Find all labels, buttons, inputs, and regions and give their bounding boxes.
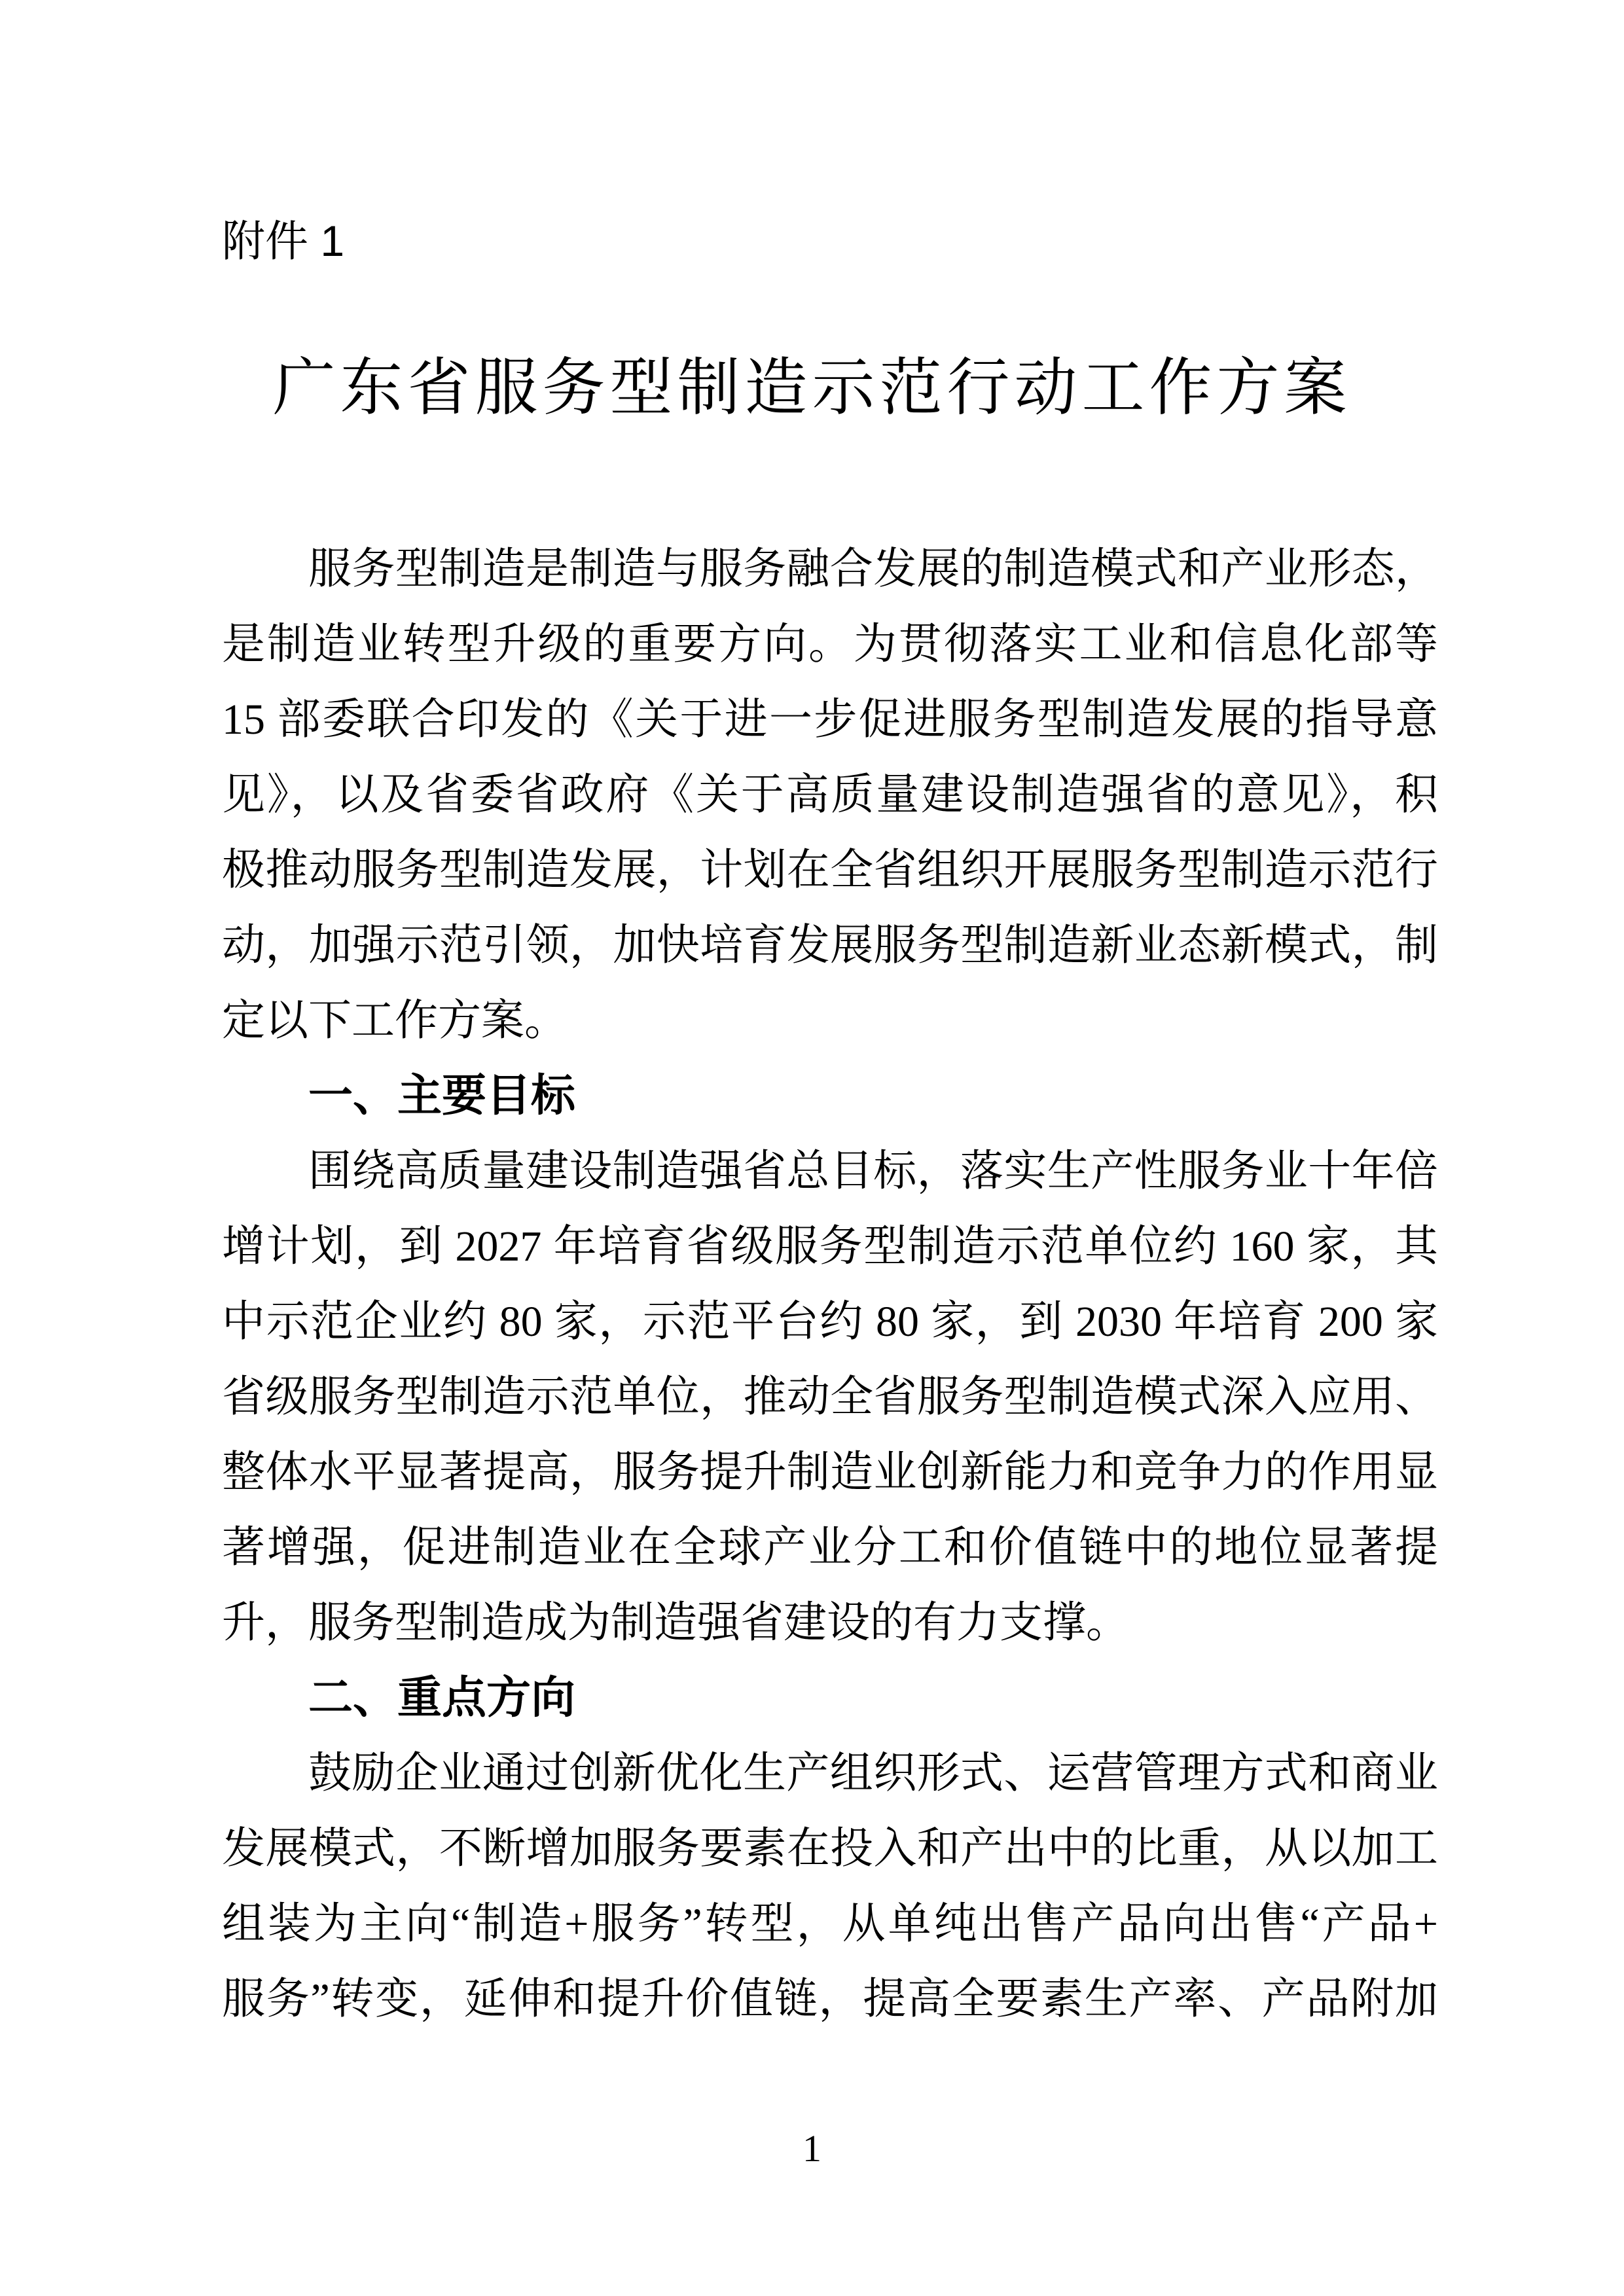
body-line: 著增强，促进制造业在全球产业分工和价值链中的地位显著提	[222, 1524, 1438, 1571]
document-title: 广东省服务型制造示范行动工作方案	[272, 353, 1352, 423]
body-line: 动，加强示范引领，加快培育发展服务型制造新业态新模式，制	[222, 922, 1438, 969]
body-line: 见》，以及省委省政府《关于高质量建设制造强省的意见》，积	[222, 771, 1438, 819]
body-line: 省级服务型制造示范单位，推动全省服务型制造模式深入应用、	[222, 1373, 1438, 1421]
body-line: 发展模式，不断增加服务要素在投入和产出中的比重，从以加工	[222, 1825, 1438, 1873]
body-line: 服务”转变，延伸和提升价值链，提高全要素生产率、产品附加	[222, 1975, 1438, 2023]
body-line: 鼓励企业通过创新优化生产组织形式、运营管理方式和商业	[308, 1749, 1438, 1797]
body-line: 是制造业转型升级的重要方向。为贯彻落实工业和信息化部等	[222, 620, 1438, 668]
body-line: 中示范企业约 80 家，示范平台约 80 家，到 2030 年培育 200 家	[222, 1298, 1438, 1346]
page-number: 1	[803, 2127, 821, 2170]
body-line: 服务型制造是制造与服务融合发展的制造模式和产业形态，	[308, 545, 1438, 593]
section-heading-main-goals: 一、主要目标	[308, 1071, 576, 1121]
attachment-label: 附件 1	[222, 217, 345, 265]
body-line: 增计划，到 2027 年培育省级服务型制造示范单位约 160 家，其	[222, 1223, 1438, 1270]
body-line: 升，服务型制造成为制造强省建设的有力支撑。	[222, 1599, 1129, 1647]
body-line: 组装为主向“制造+服务”转型，从单纯出售产品向出售“产品+	[222, 1900, 1438, 1948]
body-line: 围绕高质量建设制造强省总目标，落实生产性服务业十年倍	[308, 1147, 1438, 1195]
section-heading-key-directions: 二、重点方向	[308, 1673, 576, 1723]
body-line: 极推动服务型制造发展，计划在全省组织开展服务型制造示范行	[222, 846, 1438, 894]
body-line: 15 部委联合印发的《关于进一步促进服务型制造发展的指导意	[222, 696, 1438, 744]
body-line: 整体水平显著提高，服务提升制造业创新能力和竞争力的作用显	[222, 1448, 1438, 1496]
document-body	[222, 531, 1438, 2037]
body-line: 定以下工作方案。	[222, 997, 568, 1045]
